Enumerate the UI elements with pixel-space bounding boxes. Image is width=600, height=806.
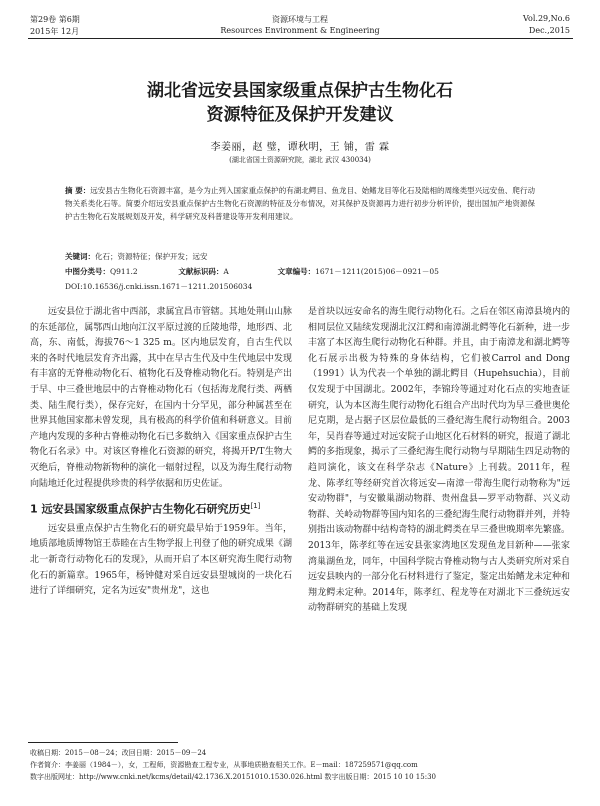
keywords — [65, 250, 535, 263]
journal-name-en: Resources Environment & Engineering — [220, 26, 380, 35]
author-bio: 作者简介：李姜丽（1984－），女，工程师，资源勘查工程专业，从事地质勘查相关工作。E－mail：187259571@qq.com — [30, 761, 418, 769]
article-no-label: 文章编号： — [277, 267, 316, 276]
affiliation: (湖北省国土资源研究院，湖北 武汉 430034) — [229, 156, 371, 164]
volume-issue: Vol.29,No.6 — [523, 14, 570, 23]
received-date: 收稿日期：2015－08－24；改回日期：2015－09－24 — [30, 749, 207, 757]
classification-line — [65, 265, 535, 278]
authors: 李姜丽，赵 璧，谭秋明，王 铺，雷 霖 — [210, 142, 390, 153]
clc-code: Q911.2 — [110, 267, 138, 276]
journal-name-cn: 资源环境与工程 — [272, 15, 328, 24]
header-rule — [28, 38, 573, 39]
keywords-text: 化石；资源特征；保护开发；远安 — [95, 252, 208, 261]
doc-code-label: 文献标识码： — [178, 267, 224, 276]
article-title-line2: 资源特征及保护开发建议 — [206, 105, 394, 125]
digital-publication: 数字出版网址：http://www.cnki.net/kcms/detail/42.1736.X.20151010.1530.026.html 数字出版日期：2015 10 10 15:30 — [30, 773, 436, 781]
abstract-text: 远安县古生物化石资源丰富，是今为止列入国家重点保护的有湖北鳄目、鱼龙目、始鳍龙目等化石及陆相的周缘类型兴远安鱼、爬行动物关系类化石等。简要介绍远安县重点保护古生物化石资源的特征及分布情况，对其保护及资源再力进行初步分析评价，提出国加产地资源保护古生物化石发展规划及开发，科学研究及科普建设等开发利用建议。 — [65, 186, 535, 221]
left-paragraph-2: 远安县重点保护古生物化石的研究最早始于1959年。当年，地质部地质博物馆王恭睦在古生物学报上刊登了他的研究成果《湖北一新奇行动物化石的发现》，从而开启了本区研究海生爬行动物化石的新篇章。1965年，杨钟健对采自远安县望城岗的一块化石进行了详细研究，定名为远安"贵州龙"，这也 — [30, 523, 292, 597]
left-paragraph-1: 远安县位于湖北省中西部，隶属宜昌市管辖。其地处荆山山脉的东延部位，属鄂西山地向江汉平原过渡的丘陵地带，地形西、北高，东、南低，海拔76～1 325 m。区内地层发育，自古生代以来的各时代地层发育齐出露，其中在早古生代及中生代地层中发现有丰富的无脊椎动物化石、植物化石及脊椎动物化石。特别是产出于早、中三叠世地层中的古脊椎动物化石（包括海龙爬行类、两栖类、陆生爬行类），保存完好，在国内十分罕见，部分种属甚至在世界其他国家都未曾发现，具有极高的科学价值和科研意义。目前产地内发现的多种古脊椎动物化石已多数纳入《国家重点保护古生物化石名录》中。对该区脊椎化石资源的研究，将揭开P/T生物大灭绝后，脊椎动物新物种的演化一辐射过程，以及为海生爬行动物向陆地迁化过程提供珍贵的科学依据和历史佐证。 — [30, 307, 292, 489]
journal-date: 2015年 12月 — [30, 27, 80, 36]
doi: DOI:10.16536/j.cnki.issn.1671－1211.201506034 — [65, 282, 253, 291]
journal-issue: 第29卷 第6期 — [30, 15, 80, 24]
right-paragraph-1: 是首块以远安命名的海生爬行动物化石。之后在邻区南漳县境内的相同层位又陆续发现湖北汉江鳄和南漳湖北鳄等化石新种，进一步丰富了本区海生爬行动物化石种群。并且，由于南漳龙和湖北鳄等化石展示出极为特殊的身体结构，它们被Carrol and Dong（1991）认为代表一个单独的湖北鳄目（Hupehsuchia），目前仅发现于中国湖北。2002年，李锦玲等通过对化石点的实地查证研究，认为本区海生爬行动物化石组合产出时代均为早三叠世奥伦尼克期，是占据子区层位最低的三叠纪海生爬行动物组合。2003年，吴肖春等通过对远安院子山地区化石材料的研究，报道了湖北鳄的多指现象，揭示了三叠纪海生爬行动物与早期陆生四足动物的趋同演化，该文在科学杂志《Nature》上刊载。2011年，程龙、陈孝红等经研究首次将远安—南漳一带海生爬行动物称为"远安动物群"，与安徽巢湖动物群、贵州盘县—罗平动物群、兴义动物群、关岭动物群等国内知名的三叠纪海生爬行动物群并列，并特别指出该动物群中结构奇特的湖北鳄类在早三叠世晚期率先繁盛。2013年，陈孝红等在远安县张家湾地区发现鱼龙目新种——张家湾巢湖鱼龙，同年，中国科学院古脊椎动物与古人类研究所对采自远安县映内的一部分化石材料进行了鉴定，鉴定出始鳍龙未定种和翔龙鳄未定种。2014年，陈孝红、程龙等在对湖北下三叠统远安动物群研究的基础上发现 — [308, 307, 570, 614]
doc-code: A — [223, 267, 229, 276]
abstract-label: 摘 要： — [65, 186, 91, 195]
section-1-ref: [1] — [250, 502, 261, 511]
abstract — [65, 184, 535, 223]
clc-label: 中图分类号： — [65, 267, 110, 276]
article-title-line1: 湖北省远安县国家级重点保护古生物化石 — [147, 81, 453, 101]
right-column — [308, 305, 570, 617]
volume-date: Dec.,2015 — [528, 26, 570, 35]
section-1-title: 1 远安县国家级重点保护古生物化石研究历史 — [30, 502, 251, 516]
keywords-label: 关键词： — [65, 252, 95, 261]
section-1-heading — [30, 498, 292, 518]
article-no: 1671－1211(2015)06－0921－05 — [315, 267, 439, 276]
footnote-rule — [28, 742, 178, 743]
left-column — [30, 305, 292, 600]
